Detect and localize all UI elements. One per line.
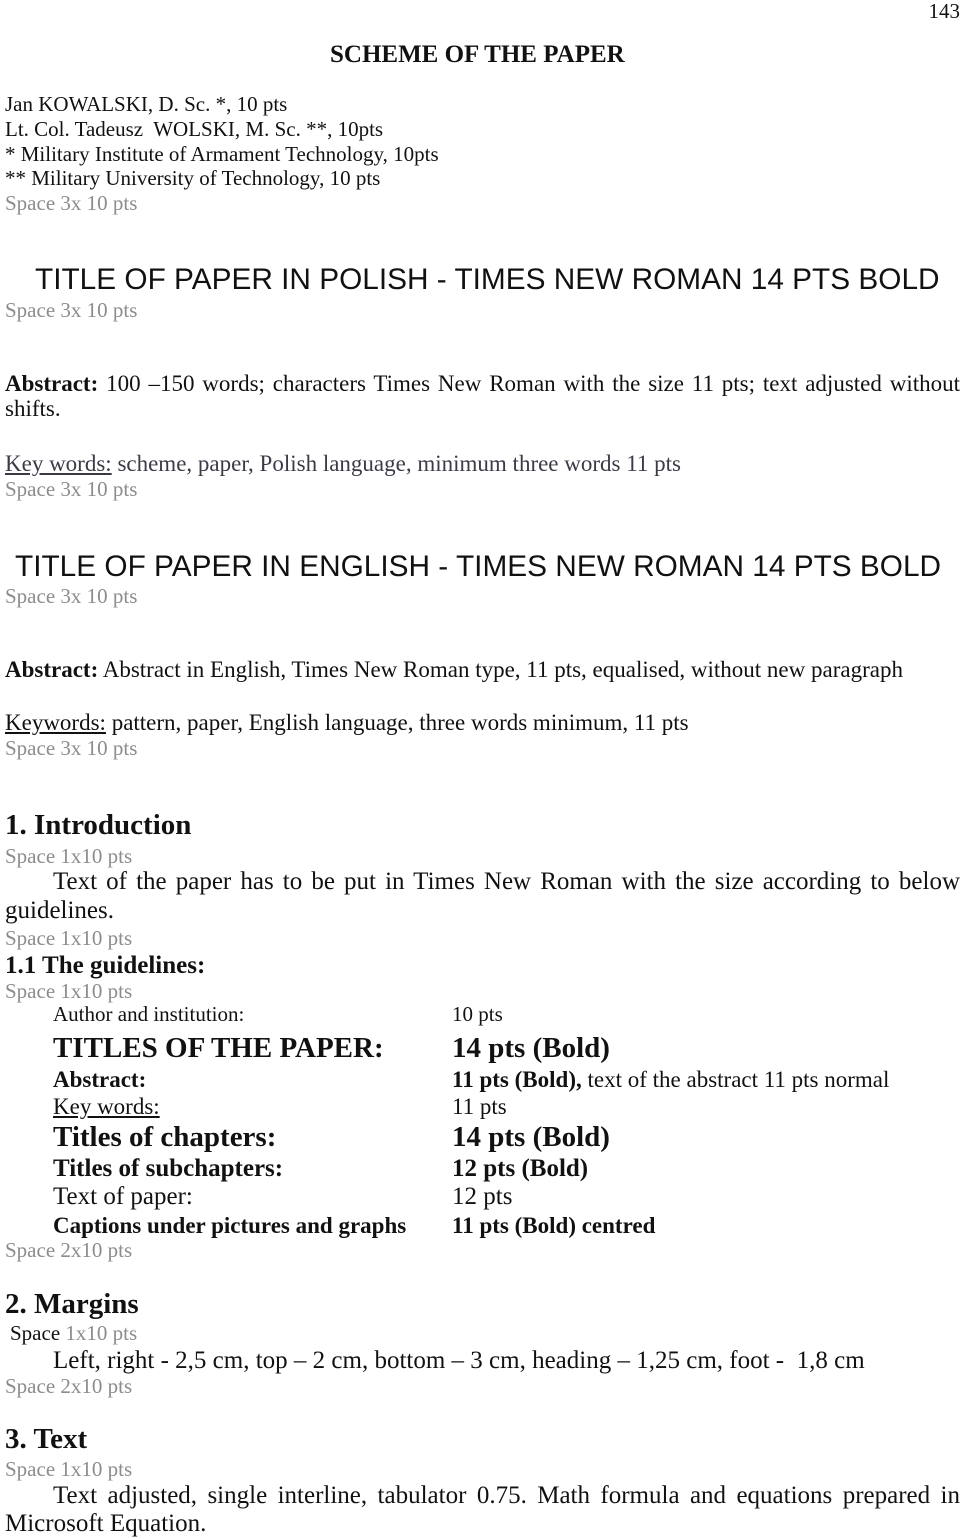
section-heading: 3. Text [5, 1423, 88, 1455]
author-line: Lt. Col. Tadeusz WOLSKI, M. Sc. **, 10pts [5, 117, 384, 141]
spacing-note: Space 1x10 pts [5, 844, 133, 868]
body-text-line: Left, right - 2,5 cm, top – 2 cm, bottom – 3 cm, heading – 1,25 cm, foot - 1,8 cm [53, 1347, 865, 1374]
guideline-value: 12 pts [452, 1183, 513, 1210]
guideline-value: 14 pts (Bold) [452, 1032, 610, 1064]
section-heading: 1. Introduction [5, 809, 192, 841]
affiliation-line: ** Military University of Technology, 10 pts [5, 166, 381, 190]
guideline-row [0, 1122, 960, 1156]
author-line: Jan KOWALSKI, D. Sc. *, 10 pts [5, 92, 288, 116]
english-abstract-line [5, 657, 903, 682]
body-text-line: guidelines. [5, 897, 115, 924]
guideline-value: 11 pts [452, 1094, 507, 1119]
spacing-note-value: 1x10 pts [65, 1321, 138, 1345]
guideline-item: Author and institution: [53, 1002, 245, 1026]
guideline-value [452, 1067, 889, 1092]
affiliation-line: * Military Institute of Armament Technology, 10pts [5, 142, 439, 166]
guideline-item: Abstract: [53, 1067, 147, 1092]
keywords-label: Key words: [5, 451, 112, 476]
scheme-heading: SCHEME OF THE PAPER [330, 41, 625, 68]
body-text-line: Text adjusted, single interline, tabulator 0.75. Math formula and equations prepared in [53, 1482, 960, 1509]
guideline-value-text: text of the abstract 11 pts normal [587, 1067, 890, 1092]
spacing-note [10, 1322, 137, 1345]
spacing-note: Space 3x 10 pts [5, 584, 138, 608]
guideline-row [0, 1033, 960, 1067]
spacing-note-label: Space [10, 1321, 61, 1345]
guideline-value: 12 pts (Bold) [452, 1155, 589, 1182]
abstract-label: Abstract: [5, 657, 99, 682]
polish-abstract-line: shifts. [5, 396, 61, 421]
polish-title: TITLE OF PAPER IN POLISH - TIMES NEW ROMAN 14 PTS BOLD [35, 263, 940, 296]
guideline-value-bold: 11 pts (Bold), [452, 1067, 582, 1092]
guideline-row [0, 1183, 960, 1217]
section-heading: 2. Margins [5, 1288, 139, 1320]
keywords-text: scheme, paper, Polish language, minimum three words 11 pts [117, 451, 681, 476]
guideline-item: Titles of subchapters: [53, 1155, 284, 1182]
guideline-value: 11 pts (Bold) centred [452, 1213, 656, 1238]
guideline-value: 10 pts [452, 1002, 503, 1026]
spacing-note: Space 1x10 pts [5, 979, 133, 1003]
spacing-note: Space 2x10 pts [5, 1238, 133, 1262]
spacing-note: Space 3x 10 pts [5, 298, 138, 322]
subsection-heading: 1.1 The guidelines: [5, 952, 206, 979]
polish-abstract-line [5, 371, 960, 396]
english-title: TITLE OF PAPER IN ENGLISH - TIMES NEW ROMAN 14 PTS BOLD [15, 550, 942, 583]
guideline-item: Titles of chapters: [53, 1121, 277, 1153]
guideline-value: 14 pts (Bold) [452, 1121, 610, 1153]
spacing-note: Space 1x10 pts [5, 926, 133, 950]
keywords-label: Keywords: [5, 710, 106, 735]
guideline-item: Text of paper: [53, 1183, 193, 1210]
english-keywords-line [5, 710, 689, 735]
abstract-text: Abstract in English, Times New Roman type, 11 pts, equalised, without new paragraph [102, 657, 903, 682]
polish-keywords-line [5, 451, 681, 476]
abstract-text: 100 –150 words; characters Times New Roman with the size 11 pts; text adjusted without [106, 371, 960, 396]
guideline-item: Key words: [53, 1094, 160, 1119]
spacing-note: Space 3x 10 pts [5, 477, 138, 501]
guideline-row [0, 1213, 960, 1247]
keywords-text: pattern, paper, English language, three words minimum, 11 pts [111, 710, 689, 735]
spacing-note: Space 3x 10 pts [5, 191, 138, 215]
body-text-line: Text of the paper has to be put in Times New Roman with the size according to below [53, 868, 960, 895]
abstract-label: Abstract: [5, 371, 99, 396]
body-text-line: Microsoft Equation. [5, 1510, 207, 1537]
spacing-note: Space 2x10 pts [5, 1374, 133, 1398]
page-number: 143 [928, 0, 960, 23]
spacing-note: Space 1x10 pts [5, 1457, 133, 1481]
guideline-item: Captions under pictures and graphs [53, 1213, 407, 1238]
spacing-note: Space 3x 10 pts [5, 736, 138, 760]
guideline-item: TITLES OF THE PAPER: [53, 1032, 384, 1064]
